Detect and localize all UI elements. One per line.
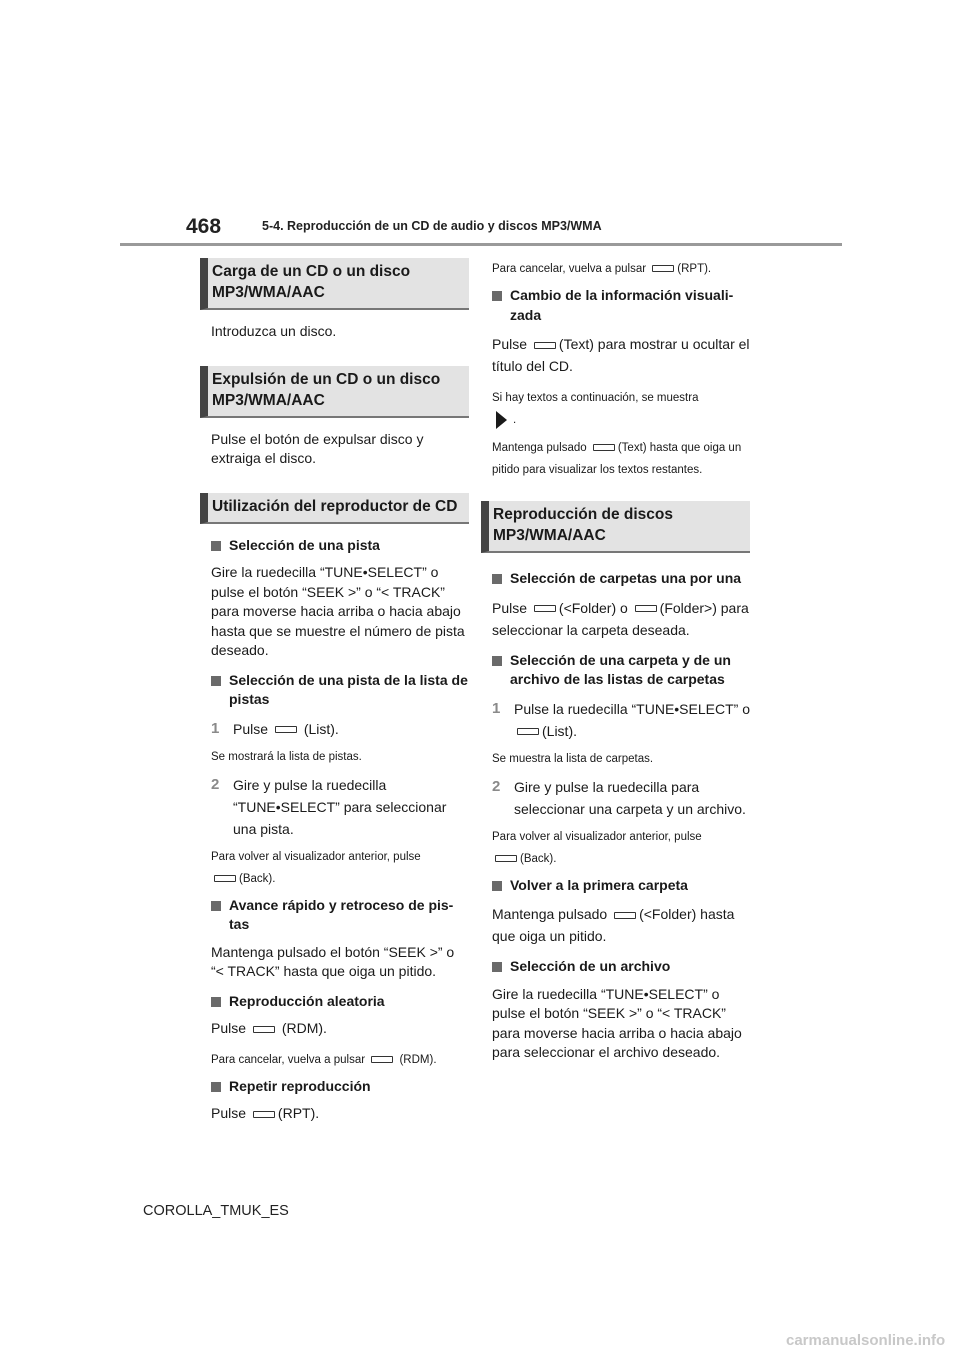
step-2-right: 2 Gire y pulse la ruedecilla para seleccionar una carpeta y un archivo. <box>492 777 746 817</box>
left-column <box>211 258 469 1134</box>
square-bullet-icon <box>211 1082 221 1092</box>
play-arrow-icon <box>496 411 507 429</box>
text-expulsar: Pulse el botón de expulsar disco y extraiga el disco. <box>211 430 424 466</box>
subheading-aleatoria: Reproducción aleatoria <box>211 992 469 1012</box>
square-bullet-icon <box>211 997 221 1007</box>
button-icon <box>534 342 556 349</box>
subheading-avance-rapido: Avance rápido y retroceso de pis-tas <box>211 896 469 935</box>
step-1: 1 Pulse (List). <box>211 719 339 737</box>
subheading-seleccion-pista: Selección de una pista <box>211 536 469 556</box>
heading-reproductor-cd: Utilización del reproductor de CD <box>200 493 469 524</box>
text-mantenga-folder: Mantenga pulsado (<Folder) hasta que oiga un pitido. <box>492 906 735 944</box>
note-lista-carpetas: Se muestra la lista de carpetas. <box>492 752 654 765</box>
subheading-seleccion-archivo: Selección de un archivo <box>492 957 750 977</box>
button-icon <box>275 726 297 733</box>
page-number: 468 <box>186 215 222 238</box>
square-bullet-icon <box>492 962 502 972</box>
square-bullet-icon <box>211 901 221 911</box>
note-mantenga-text: Mantenga pulsado (Text) hasta que oiga un pitido para visualizar los textos restantes. <box>492 442 742 476</box>
note-volver-right: Para volver al visualizador anterior, pulse (Back). <box>492 830 702 865</box>
square-bullet-icon <box>211 676 221 686</box>
square-bullet-icon <box>211 541 221 551</box>
subheading-carpetas-una: Selección de carpetas una por una <box>492 569 750 589</box>
subheading-carpeta-archivo: Selección de una carpeta y de un archivo de las listas de carpetas <box>492 651 750 690</box>
text-pulse-folder: Pulse (<Folder) o (Folder>) para seleccionar la carpeta deseada. <box>492 599 749 638</box>
button-icon <box>635 605 657 612</box>
button-icon <box>253 1026 275 1033</box>
text-gire-ruedecilla: Gire la ruedecilla “TUNE•SELECT” o pulse el botón “SEEK >” o “< TRACK” para moverse hacia arriba o hacia abajo hasta que se muestre el número de pista deseado. <box>211 564 465 658</box>
button-icon <box>652 265 674 272</box>
note-cancelar-rpt: Para cancelar, vuelva a pulsar (RPT). <box>492 263 712 275</box>
button-icon <box>253 1111 275 1118</box>
subheading-primera-carpeta: Volver a la primera carpeta <box>492 876 750 896</box>
watermark: carmanualsonline.info <box>786 1332 946 1349</box>
heading-cargar-disco: Carga de un CD o un disco MP3/WMA/AAC <box>200 258 469 310</box>
subheading-repetir: Repetir reproducción <box>211 1077 469 1097</box>
text-pulse-rdm: Pulse (RDM). <box>211 1020 327 1036</box>
button-icon <box>517 728 539 735</box>
step-1-right: 1 Pulse la ruedecilla “TUNE•SELECT” o (List). <box>492 699 750 739</box>
heading-expulsion-disco: Expulsión de un CD o un disco MP3/WMA/AAC <box>200 366 469 418</box>
text-gire-archivo: Gire la ruedecilla “TUNE•SELECT” o pulse el botón “SEEK >” o “< TRACK” para moverse hacia arriba o hacia abajo para seleccionar el archivo deseado. <box>492 985 742 1060</box>
note-lista-pistas: Se mostrará la lista de pistas. <box>211 750 362 763</box>
subheading-cambio-info: Cambio de la información visuali-zada <box>492 286 750 325</box>
square-bullet-icon <box>492 656 502 666</box>
text-pulse-text: Pulse (Text) para mostrar u ocultar el título del CD. <box>492 336 750 374</box>
text-introduzca: Introduzca un disco. <box>211 323 337 339</box>
note-si-hay-textos: Si hay textos a continuación, se muestra . <box>492 387 750 431</box>
right-column <box>492 258 750 1073</box>
footer-code: COROLLA_TMUK_ES <box>143 1203 289 1219</box>
header-rule <box>120 243 842 246</box>
button-icon <box>593 444 615 451</box>
button-icon <box>214 875 236 882</box>
subheading-lista-pistas: Selección de una pista de la lista de pistas <box>211 671 469 710</box>
button-icon <box>371 1056 393 1063</box>
button-icon <box>495 855 517 862</box>
note-cancelar-rdm: Para cancelar, vuelva a pulsar (RDM). <box>211 1053 437 1066</box>
button-icon <box>614 912 636 919</box>
text-mantenga-seek: Mantenga pulsado el botón “SEEK >” o “< TRACK” hasta que oiga un pitido. <box>211 943 455 979</box>
text-pulse-rpt: Pulse (RPT). <box>211 1105 320 1121</box>
step-2: 2 Gire y pulse la ruedecilla “TUNE•SELECT” para seleccionar una pista. <box>211 775 447 837</box>
heading-mp3-discos: Reproducción de discos MP3/WMA/AAC <box>481 501 750 553</box>
button-icon <box>534 605 556 612</box>
note-volver: Para volver al visualizador anterior, pulse (Back). <box>211 850 421 885</box>
square-bullet-icon <box>492 291 502 301</box>
square-bullet-icon <box>492 574 502 584</box>
square-bullet-icon <box>492 881 502 891</box>
section-title: 5-4. Reproducción de un CD de audio y discos MP3/WMA <box>262 219 602 233</box>
